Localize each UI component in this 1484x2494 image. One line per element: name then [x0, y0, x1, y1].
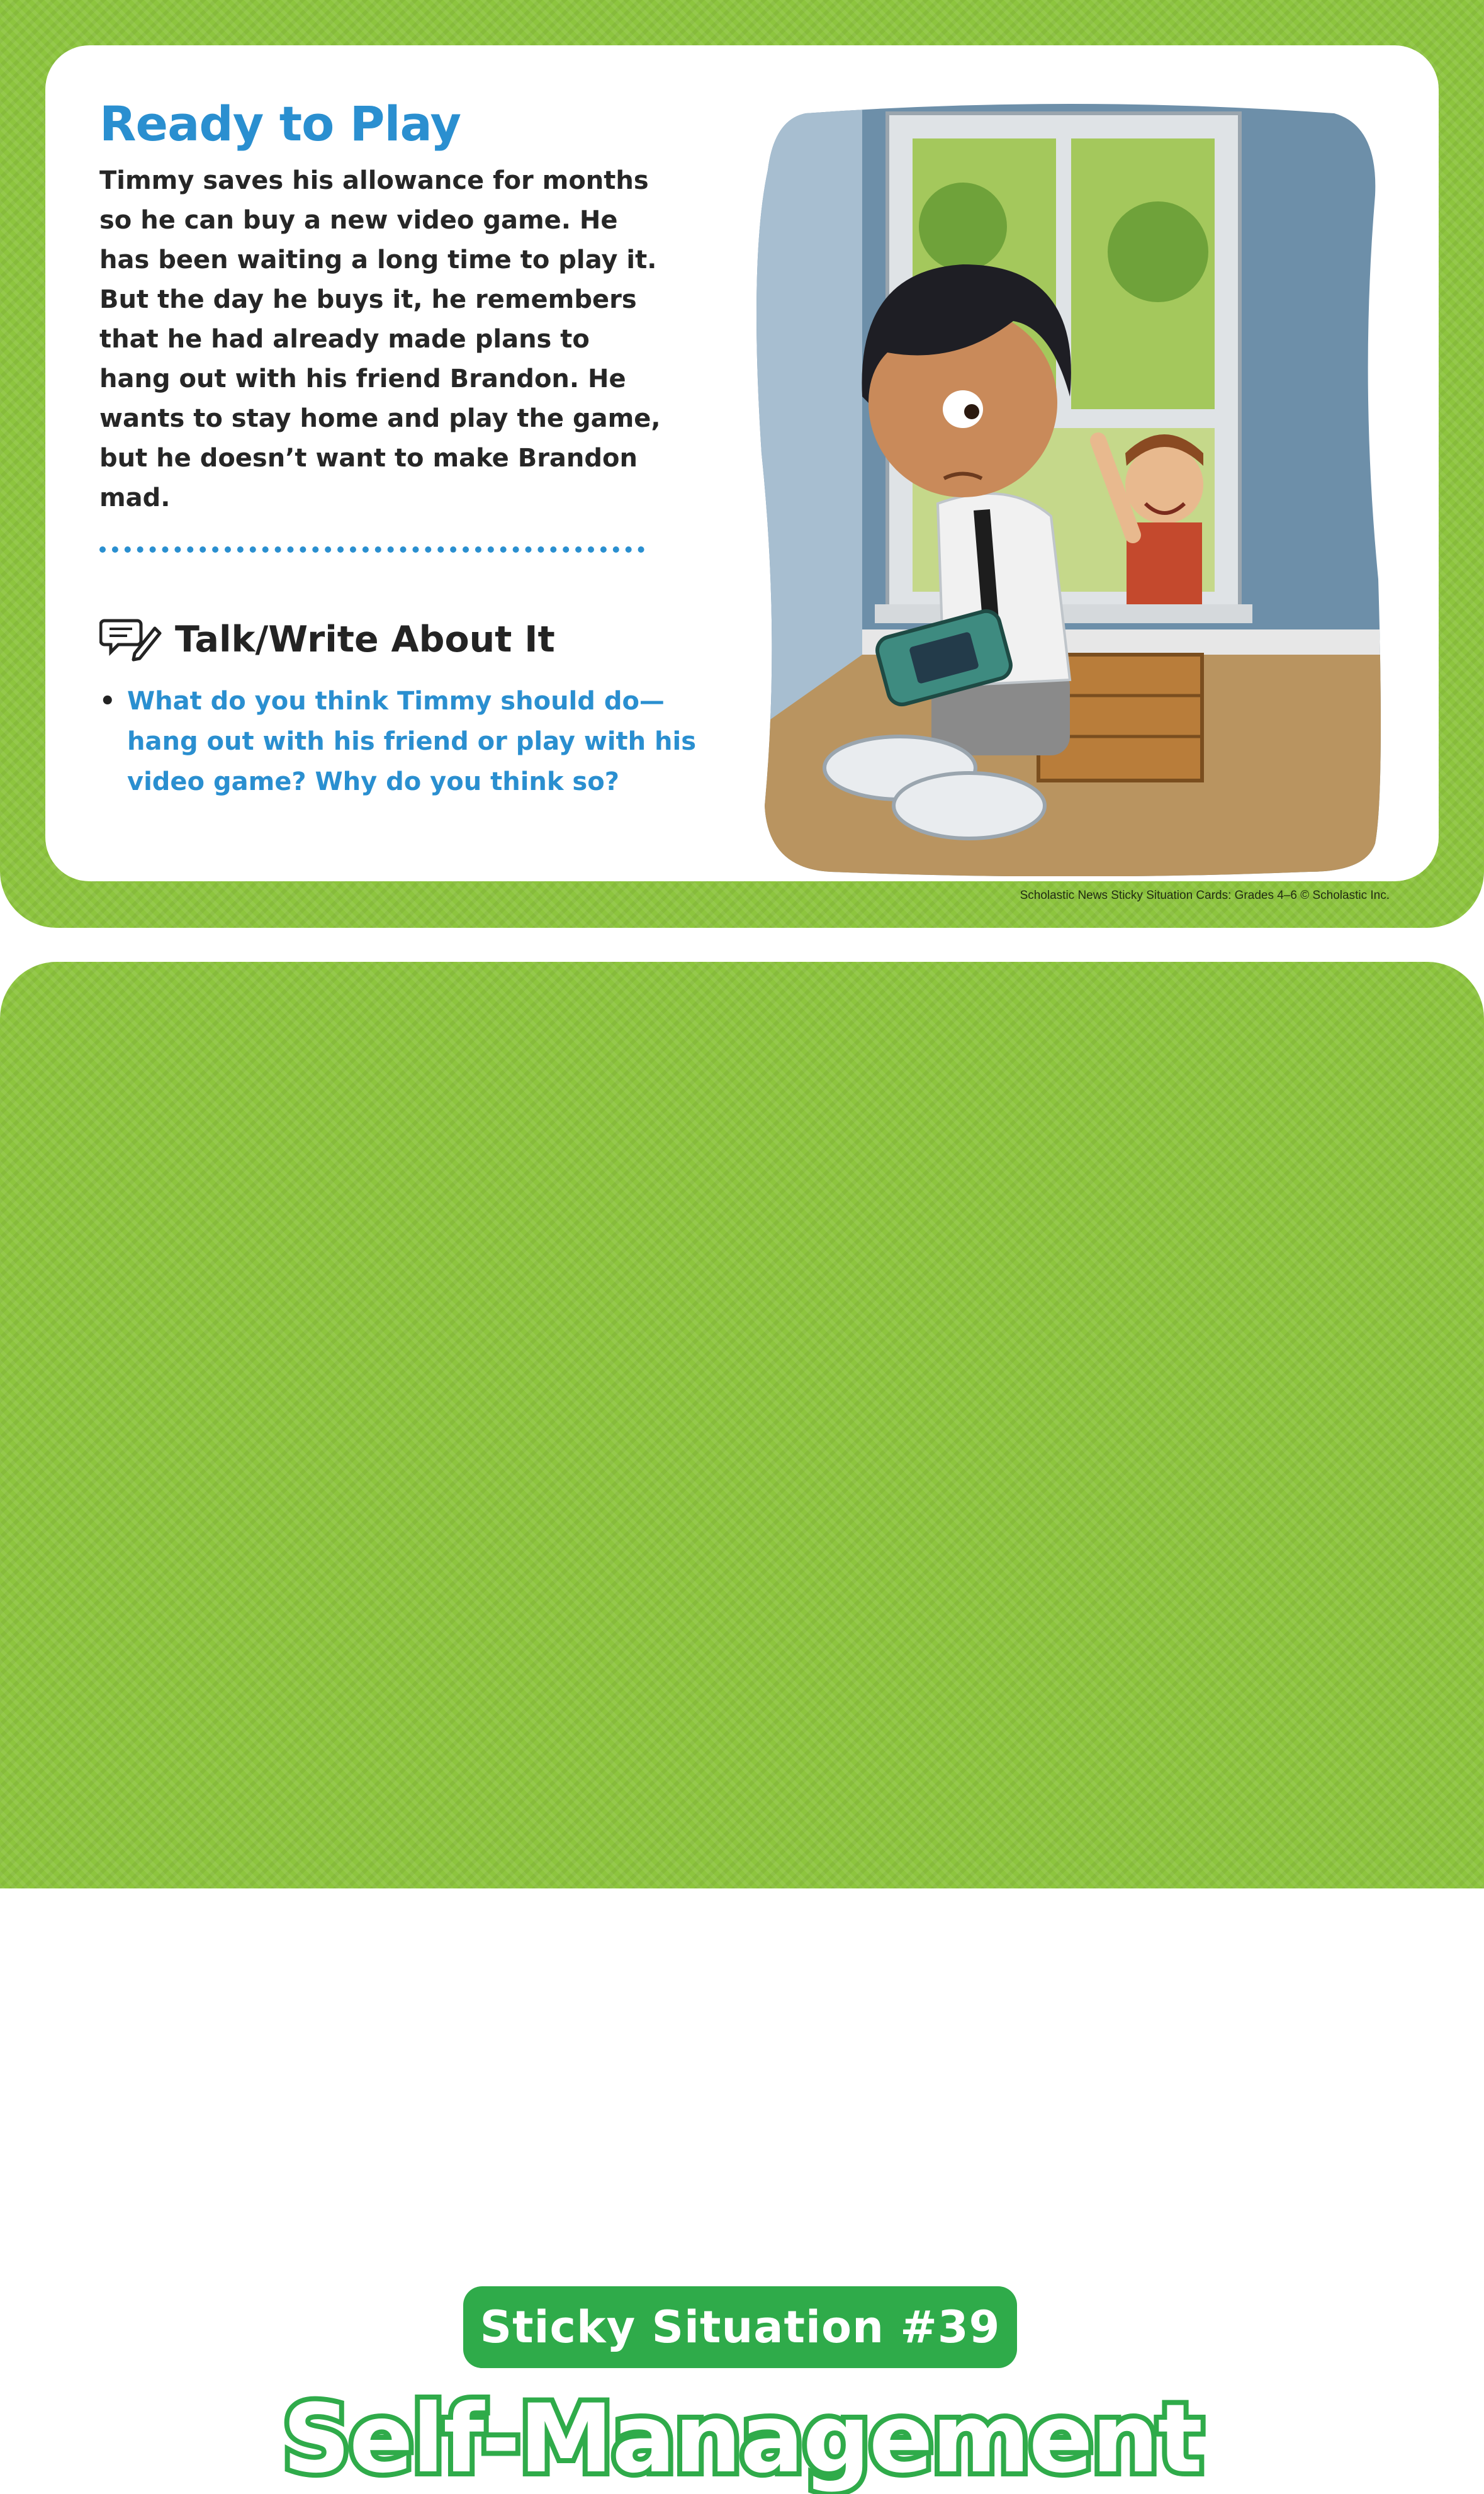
- speech-bubble-pencil-icon: [99, 614, 162, 665]
- story-text: Timmy saves his allowance for months so he can buy a new video game. He has been waiting a long time to play it. But the day he buys it, he remembers that he had already made plans to hang out with his friend Brandon. He wants to stay home and play the game, but he doesn’t want to make Brandon mad.: [99, 166, 661, 512]
- illustration: [755, 101, 1385, 876]
- situation-badge-label: Sticky Situation #39: [480, 2301, 1001, 2353]
- dotted-divider: [99, 546, 644, 553]
- story-title: Ready to Play: [99, 96, 461, 152]
- content-panel: [45, 45, 1439, 881]
- bullet-marker: •: [99, 687, 116, 716]
- boy-pupil: [964, 404, 979, 419]
- boy-shoe: [894, 773, 1045, 838]
- discussion-question: [99, 681, 704, 802]
- front-card: [0, 0, 1484, 928]
- situation-badge: [463, 2286, 1017, 2368]
- tree-foliage: [919, 183, 1007, 271]
- back-card: [0, 962, 1484, 2494]
- copyright-credit: Scholastic News Sticky Situation Cards: Grades 4–6 © Scholastic Inc.: [1020, 889, 1390, 902]
- tree-foliage: [1108, 201, 1208, 302]
- question-text: What do you think Timmy should do—hang out with his friend or play with his video game? Why do you think so?: [127, 687, 697, 796]
- scene-clip: [755, 101, 1385, 876]
- talk-write-label: Talk/Write About It: [175, 619, 555, 660]
- talk-write-heading: [99, 614, 555, 665]
- wall-side: [755, 101, 862, 736]
- category-title: Self-Management: [282, 2384, 1202, 2494]
